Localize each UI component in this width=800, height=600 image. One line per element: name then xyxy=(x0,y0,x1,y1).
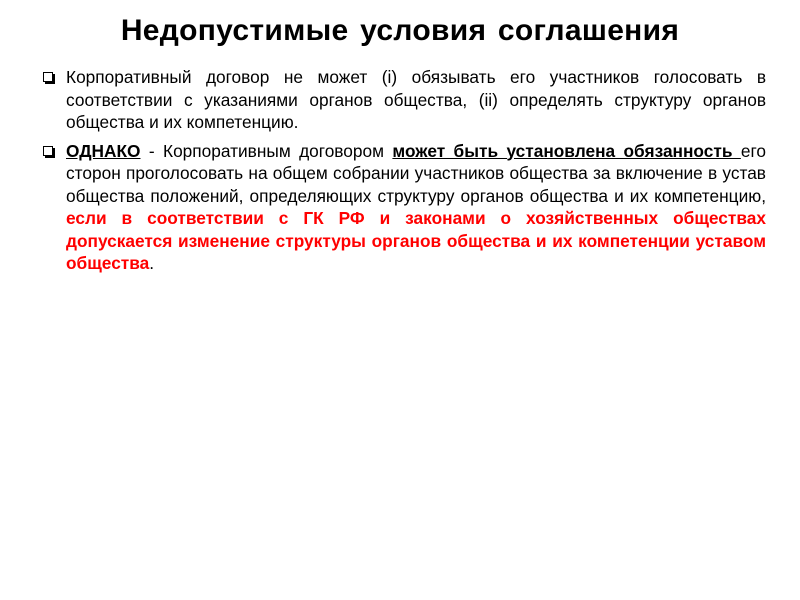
bullet-text-middle: его сторон проголосовать на общем собрании участников общества за включение в устав общества положений, определяющих структуру органов общества и их компетенцию, xyxy=(66,140,766,206)
bullet-list xyxy=(42,66,766,281)
bullet-text-intro: - Корпоративным договором xyxy=(140,140,393,161)
bullet-text: Корпоративный договор не может (i) обязывать его участников голосовать в соответствии с указаниями органов общества, (ii) определять структуру органов общества и их компетенцию. xyxy=(66,67,766,132)
bullet-red-condition: если в соответствии с ГК РФ и законами о хозяйственных обществах допускается изменение структуры органов общества и их компетенции уставом общества xyxy=(66,208,766,273)
bullet-text-end: . xyxy=(149,253,155,273)
hollow-square-bullet-icon xyxy=(43,146,53,156)
bullet-item-1 xyxy=(42,66,766,134)
hollow-square-bullet-icon xyxy=(43,72,53,82)
slide-title: Недопустимые условия соглашения xyxy=(120,14,680,47)
bullet-lead-word: ОДНАКО xyxy=(66,140,141,161)
bullet-emphasis: может быть установлена обязанность xyxy=(392,140,741,161)
bullet-item-2 xyxy=(42,140,766,275)
